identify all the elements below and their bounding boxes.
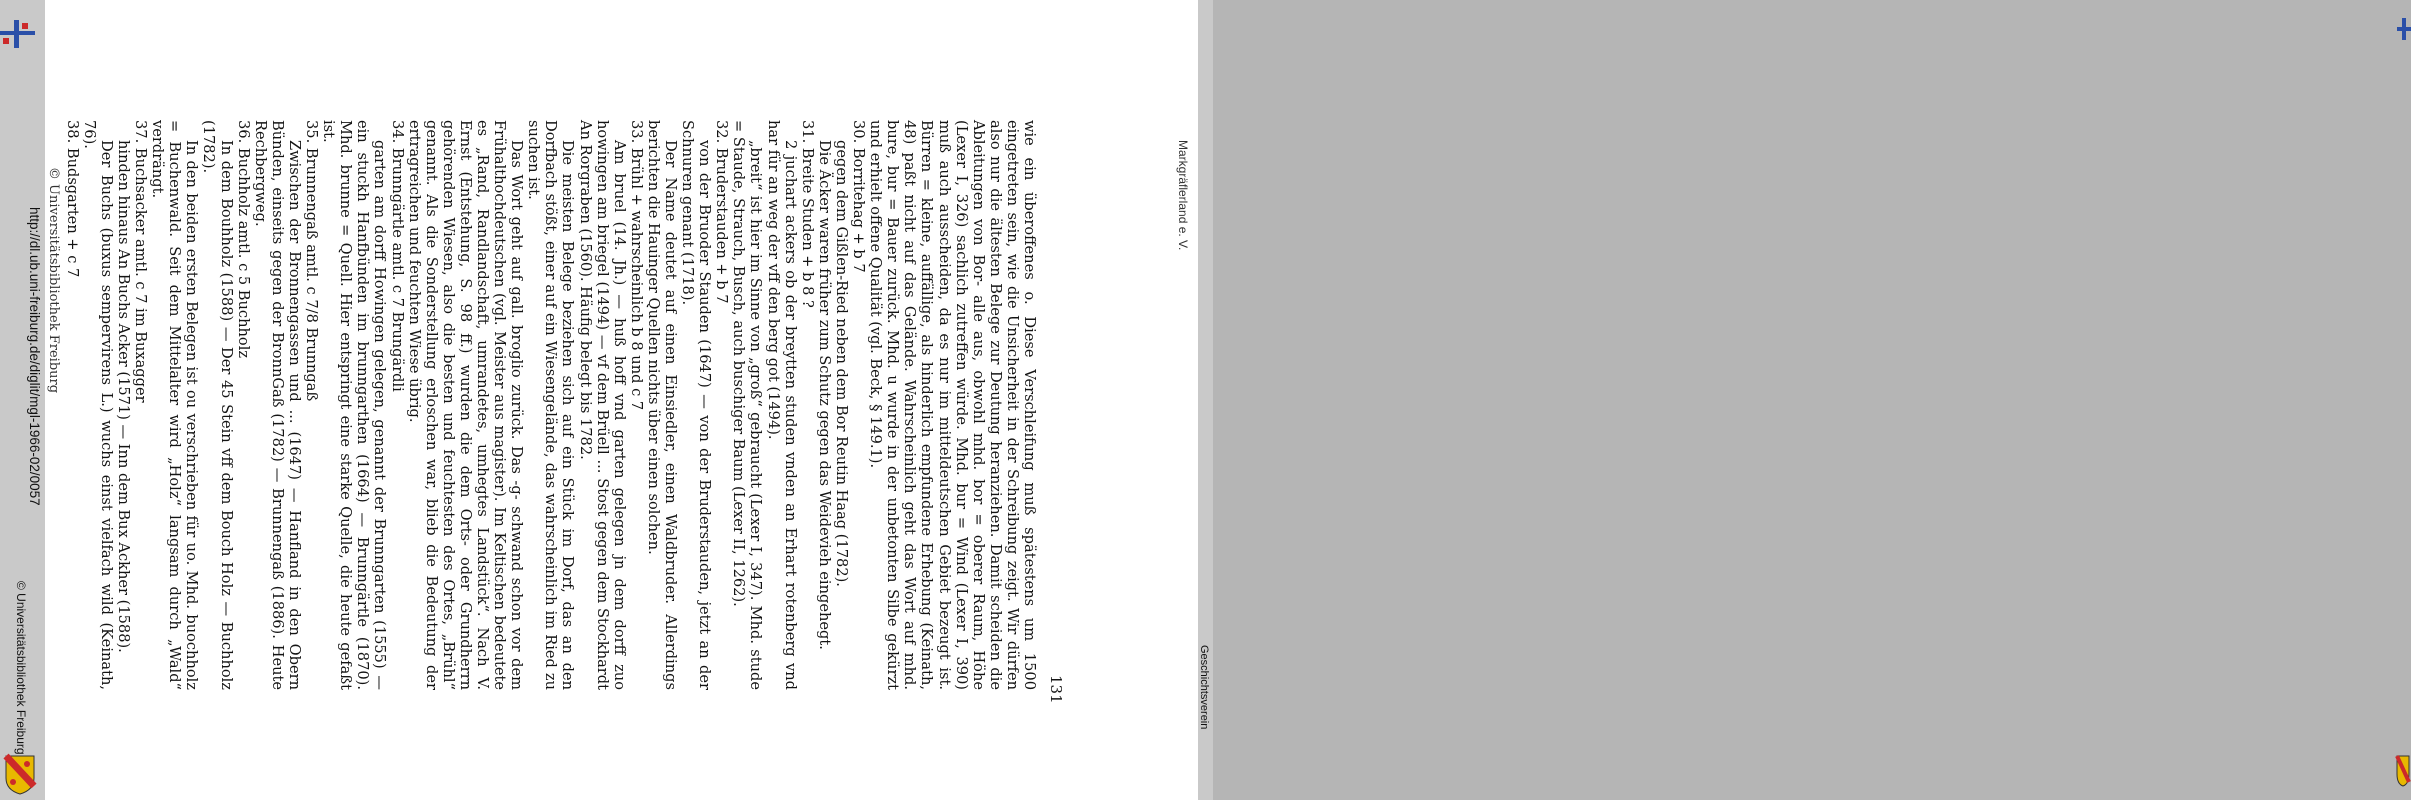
text-paragraph: Am bruel (14. Jh.) — huß hoff vnd garten gelegen jn dem dorff zuo howingen am briegel (1494) — vf dem Brüell ... Stost gegen dem Stockhardt An Rorgraben (1560). Häufig belegt bis 1782. (576, 120, 628, 690)
text-paragraph: In dem Bouhholz (1588) — Der 45 Stein vff dem Bouch Holz — Buchholz (1782). (200, 120, 235, 690)
page-number: 131 (1047, 675, 1065, 704)
text-paragraph: Der Buchs (buxus sempervirens L.) wuchs einst vielfach wild (Keinath, 76). (80, 120, 115, 690)
glossary-entry-heading: 34. Brunngärtle amtl. c 7 Brungärdli (388, 120, 406, 392)
text-paragraph: garten am dorff Howingen gelegen, genannt der Brunngarten (1555) — ein stuckh Hanfbünden im brunngarthen (1664) — Brunngärtle (1870). Mhd. brunne = Quell. Hier entspringt eine starke Quelle, die heute gefaßt ist. (320, 120, 389, 690)
society-label: Geschichtsverein (1198, 645, 1210, 730)
scanned-page (45, 0, 1198, 800)
glossary-entry-heading: 36. Buchholz amtl. c 5 Buchholz (234, 120, 252, 359)
rotated-page-content (45, 0, 1198, 800)
text-paragraph: „breit“ ist hier im Sinne von „groß“ gebraucht (Lexer I, 347). Mhd. stude = Staude, Strauch, Busch, auch buschiger Baum (Lexer II, 1262). (730, 120, 765, 690)
text-paragraph: hinden hinaus An Buchs Acker (1571) — Inn dem Bux Ackher (1588). (115, 140, 133, 653)
text-paragraph: Zwischen der Bronnengassen und ... (1647) — Hanfland in den Obern Bünden, einseits gegen der BronnGaß (1782) — Brunnengaß (1886). Heute Rechbergweg. (251, 120, 303, 690)
library-copyright-label: © Universitätsbibliothek Freiburg (14, 581, 28, 755)
glossary-entry-heading: 38. Budsgarten + c 7 (63, 120, 81, 278)
library-logo-icon[interactable] (0, 20, 35, 48)
viewer-left-gutter (0, 0, 45, 800)
glossary-entry-heading: 33. Brühl + wahrscheinlich b 8 und c 7 (627, 120, 645, 411)
glossary-entry-heading: 35. Brunnengaß amtl. c 7/8 Brunngaß (303, 120, 321, 402)
text-paragraph: Die meisten Belege beziehen sich auf ein Stück im Dorf, das an den Dorfbach stößt, einer auf ein Wiesengelände, das wahrscheinlich im Ried zu suchen ist. (525, 120, 577, 690)
glossary-entry-heading: 31. Breite Studen + b 8 ? (798, 120, 816, 308)
glossary-entry-heading: 32. Bruderstauden + b 7 (713, 120, 731, 304)
text-paragraph: 2 juchart ackers ob der breytten studen vnden an Erhart rotenberg vnd har für an weg der vff den berg got (1494). (764, 120, 799, 690)
coat-of-arms-icon (2395, 752, 2411, 788)
text-paragraph: Das Wort geht auf gall. broglio zurück. Das -g- schwand schon vor dem Frühalthochdeutschen (vgl. Meister aus magister). Im Keltischen bedeutete es „Rand, Randlandschaft, umrandetes, umhegtes Landstück“. Nach V. Ernst (Entstehung, S. 98 ff.) wurden die dem Orts- oder Grundherrn gehörenden Wiesen, also die besten und feuchtesten des Ortes, „Brühl“ genannt. Als die Sonderstellung erloschen war, blieb die Bedeutung der ertragreichen und feuchten Wiese übrig. (405, 120, 526, 690)
glossary-entry-heading: 30. Borritehag + b 7 (850, 120, 868, 273)
text-paragraph: Der Name deutet auf einen Einsiedler, einen Waldbruder. Allerdings berichten die Hauinger Quellen nichts über einen solchen. (644, 120, 680, 690)
coat-of-arms-icon (2, 752, 38, 796)
glossary-entry-heading: 37. Buchsacker amtl. c 7 im Buxagger (132, 120, 150, 403)
text-paragraph: wie ein überoffenes o. Diese Verschleifung muß spätestens um 1500 eingetreten sein, wie die Unsicherheit in der Schreibung zeigt. Wir dürfen also nur die ältesten Belege zur Deutung heranziehen. Damit scheiden die Ableitungen von Bor- alle aus, obwohl mhd. bor = oberer Raum, Höhe (Lexer I, 326) sachlich zutreffen würde. Mhd. bur = Wind (Lexer I, 390) muß auch ausscheiden, da es nur im mitteldeutschen Gebiet bezeugt ist. Bürren = kleine, auffällige, als hinderlich empfundene Erhebung (Keinath, 48) paßt nicht auf das Gelände. Wahrscheinlich geht das Wort auf mhd. bure, bur = Bauer zurück. Mhd. u wurde in der unbetonten Silbe gekürzt und erhielt offene Qualität (vgl. Beck, § 149.1). (867, 120, 1038, 690)
text-paragraph: von der Bruoder Stauden (1647) — von der Bruderstauden, jetzt an der Schnuren genant (1718). (679, 120, 714, 690)
library-logo-icon[interactable] (2397, 18, 2411, 40)
digital-library-url[interactable]: http://dl.ub.uni-freiburg.de/diglit/mgl-1966-02/0057 (27, 207, 42, 506)
text-paragraph: Die Äcker waren früher zum Schutz gegen das Weidevieh eingehegt. (815, 140, 833, 650)
text-paragraph: gegen dem Gißlen-Ried neben dem Bor Reutin Haag (1782). (832, 140, 850, 587)
page-body-text (64, 120, 1038, 690)
text-paragraph: In den beiden ersten Belegen ist ou verschrieben für uo. Mhd. buochholz = Buchenwald. Seit dem Mittelalter wird „Holz“ langsam durch „Wald“ verdrängt. (149, 120, 201, 690)
society-stamp: Markgräflerland e. V. (1176, 140, 1190, 251)
top-library-stamp: © Universitätsbibliothek Freiburg (46, 166, 61, 394)
